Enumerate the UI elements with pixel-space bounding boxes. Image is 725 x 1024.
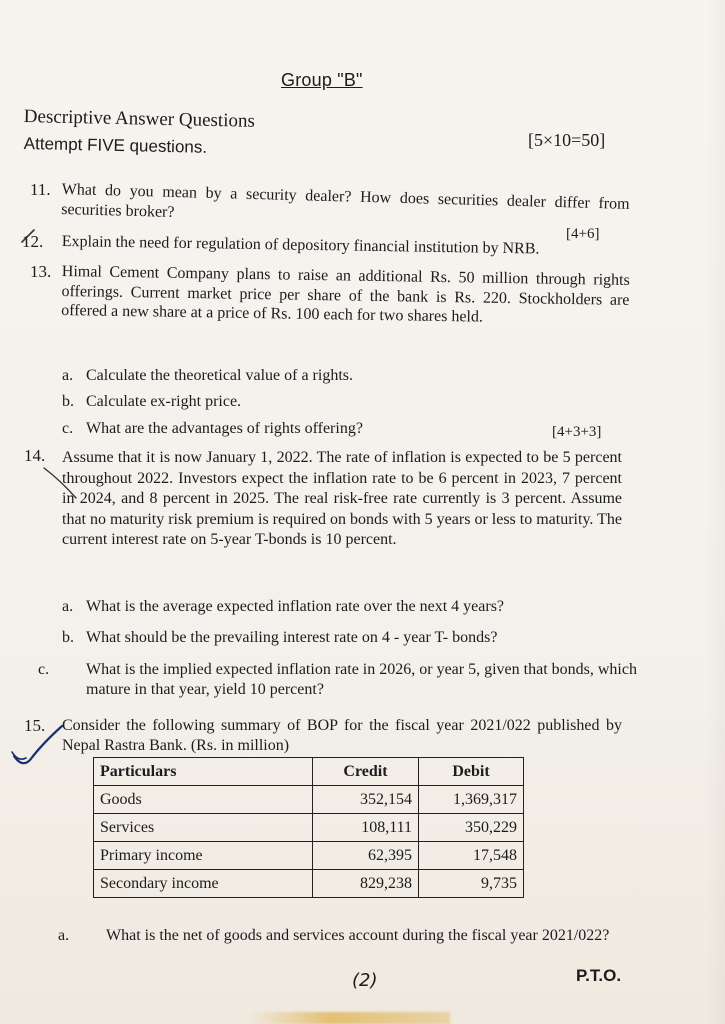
sub-question-text: What is the net of goods and services account during the fiscal year 2021/022? [106,927,610,944]
question-number: 15. [24,716,46,735]
sub-question-text: What should be the prevailing interest rate on 4 - year T- bonds? [86,629,498,646]
table-row [94,842,524,870]
table-cell: 9,735 [419,870,524,898]
sub-question [62,628,622,648]
question-marks: [4+3+3] [552,424,602,440]
sub-question-label: c. [62,420,74,437]
question-text: Assume that it is now January 1, 2022. The rate of inflation is expected to be 5 percent throughout 2022. Investors expect the inflation rate to be 6 percent in 2023, 7 percent in 2024, and 8 percent in 2025. The real risk-free rate currently is 3 percent. Assume that no maturity risk premium is required on bonds with 5 years or less to maturity. The current interest rate on 5-year T-bonds is 10 percent. [62,449,622,549]
sub-question-text: Calculate ex-right price. [86,393,242,410]
section-instruction: Attempt FIVE questions. [23,134,208,157]
table-cell: Secondary income [94,870,313,898]
table-header-row [94,758,524,786]
table-header-cell: Particulars [94,758,313,786]
table-cell: 352,154 [313,786,419,814]
sub-question [62,597,622,617]
question-text: Himal Cement Company plans to raise an additional Rs. 50 million through rights offerings. Current market price per share of the bank is Rs. 220. Stockholders are offered a new share at a price of Rs. 100 each for two shares held. [61,262,630,326]
table-row [94,786,524,814]
question-marks: [4+6] [566,226,600,242]
sub-question [62,366,353,386]
sub-question [38,660,646,700]
sub-question-text: What is the average expected inflation rate over the next 4 years? [86,598,505,615]
question-number: 12. [22,232,44,251]
sub-question-label: a. [58,927,70,944]
bop-table [93,757,524,898]
question-number: 14. [24,446,46,465]
section-title: Descriptive Answer Questions [23,106,256,132]
question-number: 11. [30,180,51,199]
question-text: Consider the following summary of BOP for the fiscal year 2021/022 published by Nepal Rastra Bank. (Rs. in million) [62,717,622,754]
table-cell: 350,229 [419,814,524,842]
sub-question [62,419,363,439]
page-edge-shadow [707,0,725,1024]
table-cell: 829,238 [313,870,419,898]
question-text: Explain the need for regulation of depository financial institution by NRB. [61,232,540,258]
sub-question-text: Calculate the theoretical value of a rights. [86,367,353,384]
table-header-cell: Debit [419,758,524,786]
question-text: What do you mean by a security dealer? How does securities dealer differ from securities broker? [61,180,630,221]
sub-question-label: b. [62,393,74,410]
sub-question [62,392,241,412]
table-cell: 108,111 [313,814,419,842]
sub-question-text: What are the advantages of rights offering? [86,420,363,437]
table-cell: Primary income [94,842,313,870]
yellow-stain [250,1012,450,1024]
question-number: 13. [30,262,52,281]
sub-question-label: a. [62,367,74,384]
section-marks: [5×10=50] [528,130,606,150]
sub-question-text: What is the implied expected inflation rate in 2026, or year 5, given that bonds, which mature in that year, yield 10 percent? [86,661,637,698]
table-cell: 17,548 [419,842,524,870]
sub-question-label: c. [38,661,50,678]
table-cell: 62,395 [313,842,419,870]
sub-question-label: a. [62,598,74,615]
sub-question-label: b. [62,629,74,646]
table-row [94,870,524,898]
page-number: (2) [352,970,378,991]
sub-question [58,924,656,948]
table-row [94,814,524,842]
table-cell: Goods [94,786,313,814]
table-cell: Services [94,814,313,842]
group-title: Group "B" [281,70,363,90]
table-cell: 1,369,317 [419,786,524,814]
table-header-cell: Credit [313,758,419,786]
pto-label: P.T.O. [576,966,622,985]
